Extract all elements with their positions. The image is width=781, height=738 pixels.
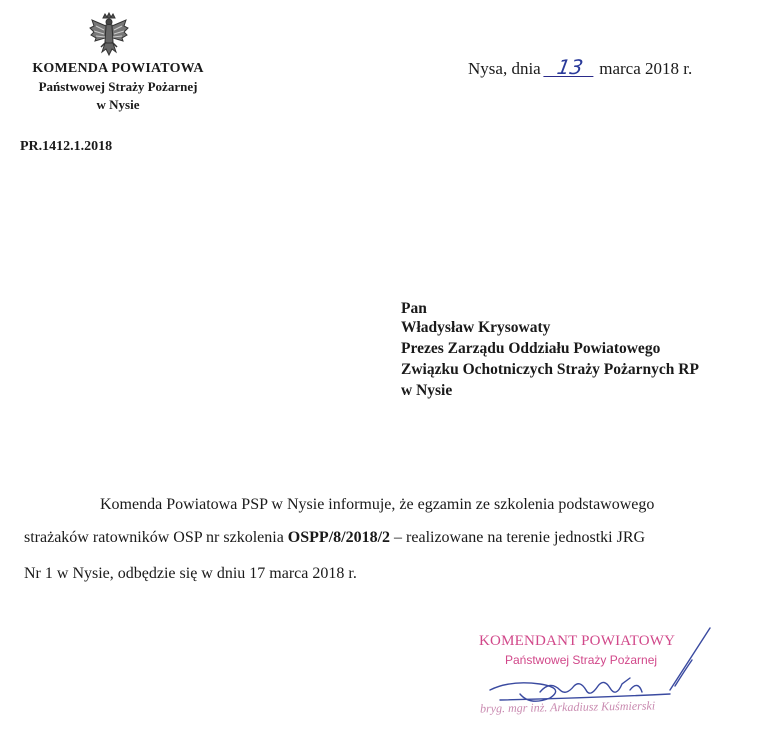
stamp-subtitle: Państwowej Straży Pożarnej xyxy=(505,653,658,667)
body-text: strażaków ratowników OSP nr szkolenia xyxy=(24,529,288,546)
addressee-line: Prezes Zarządu Oddziału Powiatowego xyxy=(401,340,661,357)
addressee-line: Władysław Krysowaty xyxy=(401,319,551,336)
body-text: – realizowane na terenie jednostki JRG xyxy=(390,529,646,546)
date-line xyxy=(468,55,693,79)
stamp-signatory: bryg. mgr inż. Arkadiusz Kuśmierski xyxy=(479,698,656,716)
addressee-line: Pan xyxy=(401,300,427,317)
addressee-line: w Nysie xyxy=(401,382,453,399)
body-line xyxy=(24,529,645,547)
polish-eagle-emblem-icon xyxy=(88,12,130,58)
training-code: OSPP/8/2018/2 xyxy=(287,529,391,546)
org-name: KOMENDA POWIATOWA xyxy=(32,61,204,76)
date-prefix: Nysa, dnia xyxy=(468,59,541,78)
body-line: Nr 1 w Nysie, odbędzie się w dniu 17 marca 2018 r. xyxy=(24,565,357,582)
addressee-line: Związku Ochotniczych Straży Pożarnych RP xyxy=(401,361,699,378)
date-suffix: marca 2018 r. xyxy=(599,59,693,78)
body-line: Komenda Powiatowa PSP w Nysie informuje, że egzamin ze szkolenia podstawowego xyxy=(100,496,655,513)
stamp-title: KOMENDANT POWIATOWY xyxy=(479,633,676,649)
org-city: w Nysie xyxy=(96,97,140,112)
org-subtitle: Państwowej Straży Pożarnej xyxy=(38,79,198,94)
date-day-handwritten: 13 xyxy=(543,58,596,77)
reference-number: PR.1412.1.2018 xyxy=(20,139,113,154)
